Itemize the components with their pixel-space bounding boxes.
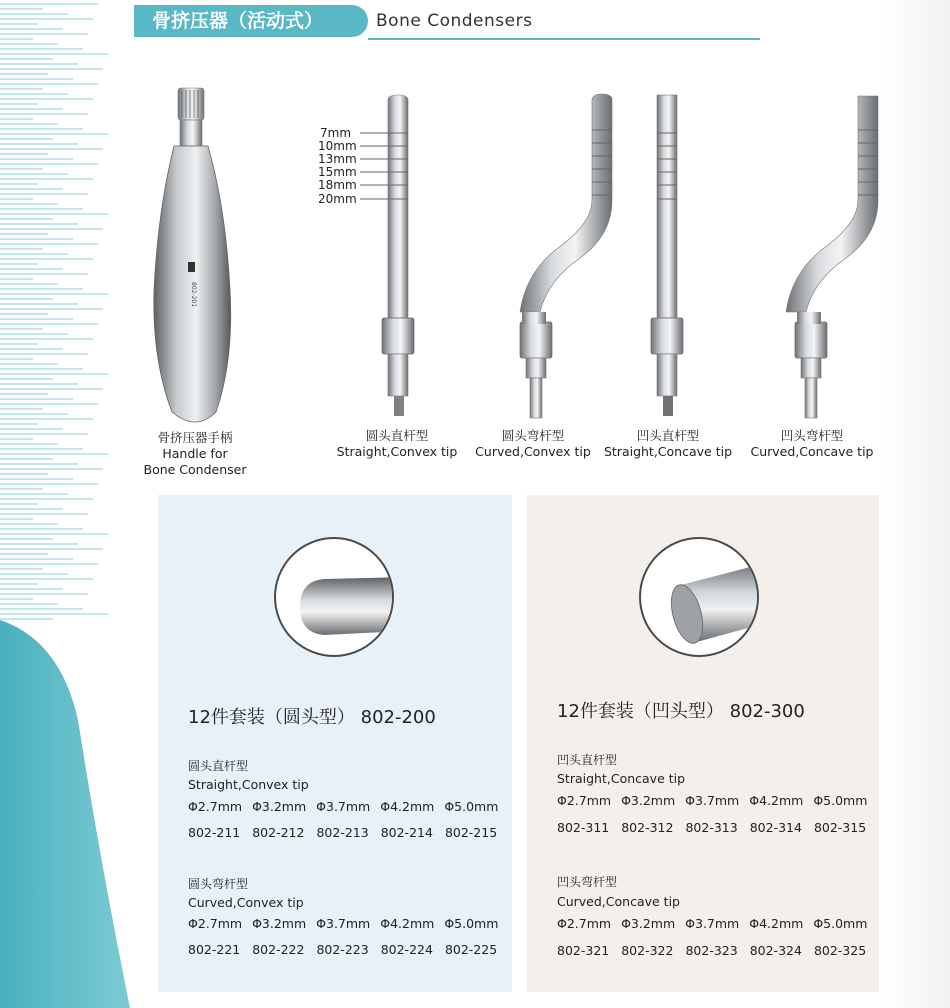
- curved-convex-caption: [468, 428, 598, 460]
- part-code: 802-313: [685, 820, 738, 835]
- concave-group2-sizes: [557, 916, 877, 931]
- straight-concave-illustration: [651, 95, 683, 416]
- convex-set-panel: [158, 495, 512, 992]
- handle-caption-en1: Handle for: [162, 446, 228, 461]
- part-code: 802-325: [813, 943, 867, 958]
- concave-group1-en: Straight,Concave tip: [557, 771, 686, 786]
- size-value: Φ4.2mm: [380, 916, 435, 931]
- convex-group2-cn: 圆头弯杆型: [188, 877, 249, 891]
- size-value: Φ4.2mm: [749, 793, 804, 808]
- handle-caption-cn: 骨挤压器手柄: [157, 430, 233, 445]
- part-code: 802-221: [188, 942, 241, 957]
- convex-group2-en: Curved,Convex tip: [188, 895, 304, 910]
- header-title-cn: 骨挤压器（活动式）: [134, 5, 368, 37]
- handle-engraving: 802-201: [190, 282, 197, 308]
- caption-en: Straight,Convex tip: [336, 444, 458, 459]
- part-code: 802-314: [749, 820, 802, 835]
- curved-concave-illustration: [786, 96, 878, 418]
- size-value: Φ3.2mm: [621, 793, 676, 808]
- part-code: 802-323: [685, 943, 738, 958]
- concave-set-panel: [527, 495, 879, 992]
- curved-convex-illustration: [520, 94, 612, 418]
- svg-text:10mm: 10mm: [318, 139, 357, 153]
- size-value: Φ3.7mm: [316, 916, 371, 931]
- header-title-en: Bone Condensers: [376, 11, 533, 31]
- concave-group1-sizes: [557, 793, 877, 808]
- part-code: 802-315: [813, 820, 867, 835]
- concave-group1-codes: [557, 820, 878, 835]
- part-code: 802-321: [557, 943, 610, 958]
- size-value: Φ5.0mm: [813, 916, 868, 931]
- convex-tip-closeup: [274, 537, 394, 657]
- size-value: Φ3.7mm: [685, 793, 740, 808]
- concave-set-title: 12件套装（凹头型） 802-300: [557, 701, 805, 722]
- size-value: Φ3.2mm: [621, 916, 676, 931]
- part-code: 802-211: [188, 825, 241, 840]
- size-value: Φ5.0mm: [444, 916, 499, 931]
- svg-text:15mm: 15mm: [318, 165, 357, 179]
- convex-group2-codes: [188, 942, 509, 957]
- convex-group1-codes: [188, 825, 509, 840]
- size-value: Φ3.7mm: [316, 799, 371, 814]
- caption-en: Curved,Convex tip: [475, 444, 591, 459]
- caption-cn: 圆头直杆型: [365, 428, 429, 443]
- size-value: Φ2.7mm: [557, 916, 612, 931]
- svg-text:18mm: 18mm: [318, 178, 357, 192]
- section-header: [134, 5, 760, 39]
- part-code: 802-322: [621, 943, 674, 958]
- size-value: Φ2.7mm: [557, 793, 612, 808]
- part-code: 802-225: [444, 942, 498, 957]
- part-code: 802-312: [621, 820, 674, 835]
- handle-illustration: [154, 88, 231, 422]
- concave-tip-closeup: [639, 537, 759, 657]
- part-code: 802-222: [252, 942, 305, 957]
- curved-concave-caption: [746, 428, 878, 460]
- size-value: Φ5.0mm: [444, 799, 499, 814]
- caption-en: Straight,Concave tip: [603, 444, 733, 459]
- convex-set-title: 12件套装（圆头型） 802-200: [188, 707, 436, 728]
- size-value: Φ5.0mm: [813, 793, 868, 808]
- part-code: 802-324: [749, 943, 802, 958]
- convex-group1-en: Straight,Convex tip: [188, 777, 309, 792]
- straight-concave-caption: [600, 428, 736, 460]
- caption-cn: 凹头弯杆型: [780, 428, 844, 443]
- caption-cn: 圆头弯杆型: [501, 428, 565, 443]
- part-code: 802-223: [316, 942, 369, 957]
- svg-text:20mm: 20mm: [318, 192, 357, 206]
- size-value: Φ3.2mm: [252, 916, 307, 931]
- part-code: 802-224: [380, 942, 433, 957]
- depth-marks: [318, 126, 357, 206]
- handle-caption-en2: Bone Condenser: [143, 462, 247, 477]
- concave-group2-codes: [557, 943, 878, 958]
- part-code: 802-213: [316, 825, 369, 840]
- header-divider: [368, 38, 760, 40]
- part-code: 802-215: [444, 825, 498, 840]
- size-value: Φ2.7mm: [188, 799, 243, 814]
- straight-convex-illustration: [382, 95, 414, 416]
- svg-text:13mm: 13mm: [318, 152, 357, 166]
- convex-group1-sizes: [188, 799, 508, 814]
- concave-group2-en: Curved,Concave tip: [557, 894, 680, 909]
- concave-group2-cn: 凹头弯杆型: [557, 875, 618, 889]
- part-code: 802-214: [380, 825, 433, 840]
- decorative-strip: [0, 0, 130, 1008]
- product-illustrations: [130, 60, 950, 430]
- size-value: Φ2.7mm: [188, 916, 243, 931]
- size-value: Φ3.2mm: [252, 799, 307, 814]
- convex-group2-sizes: [188, 916, 508, 931]
- size-value: Φ3.7mm: [685, 916, 740, 931]
- size-value: Φ4.2mm: [380, 799, 435, 814]
- part-code: 802-311: [557, 820, 610, 835]
- size-value: Φ4.2mm: [749, 916, 804, 931]
- caption-en: Curved,Concave tip: [750, 444, 874, 459]
- caption-cn: 凹头直杆型: [636, 428, 700, 443]
- part-code: 802-212: [252, 825, 305, 840]
- svg-text:7mm: 7mm: [320, 126, 352, 140]
- convex-group1-cn: 圆头直杆型: [188, 759, 249, 773]
- concave-group1-cn: 凹头直杆型: [557, 753, 618, 767]
- straight-convex-caption: [330, 428, 464, 460]
- handle-caption: [130, 430, 260, 478]
